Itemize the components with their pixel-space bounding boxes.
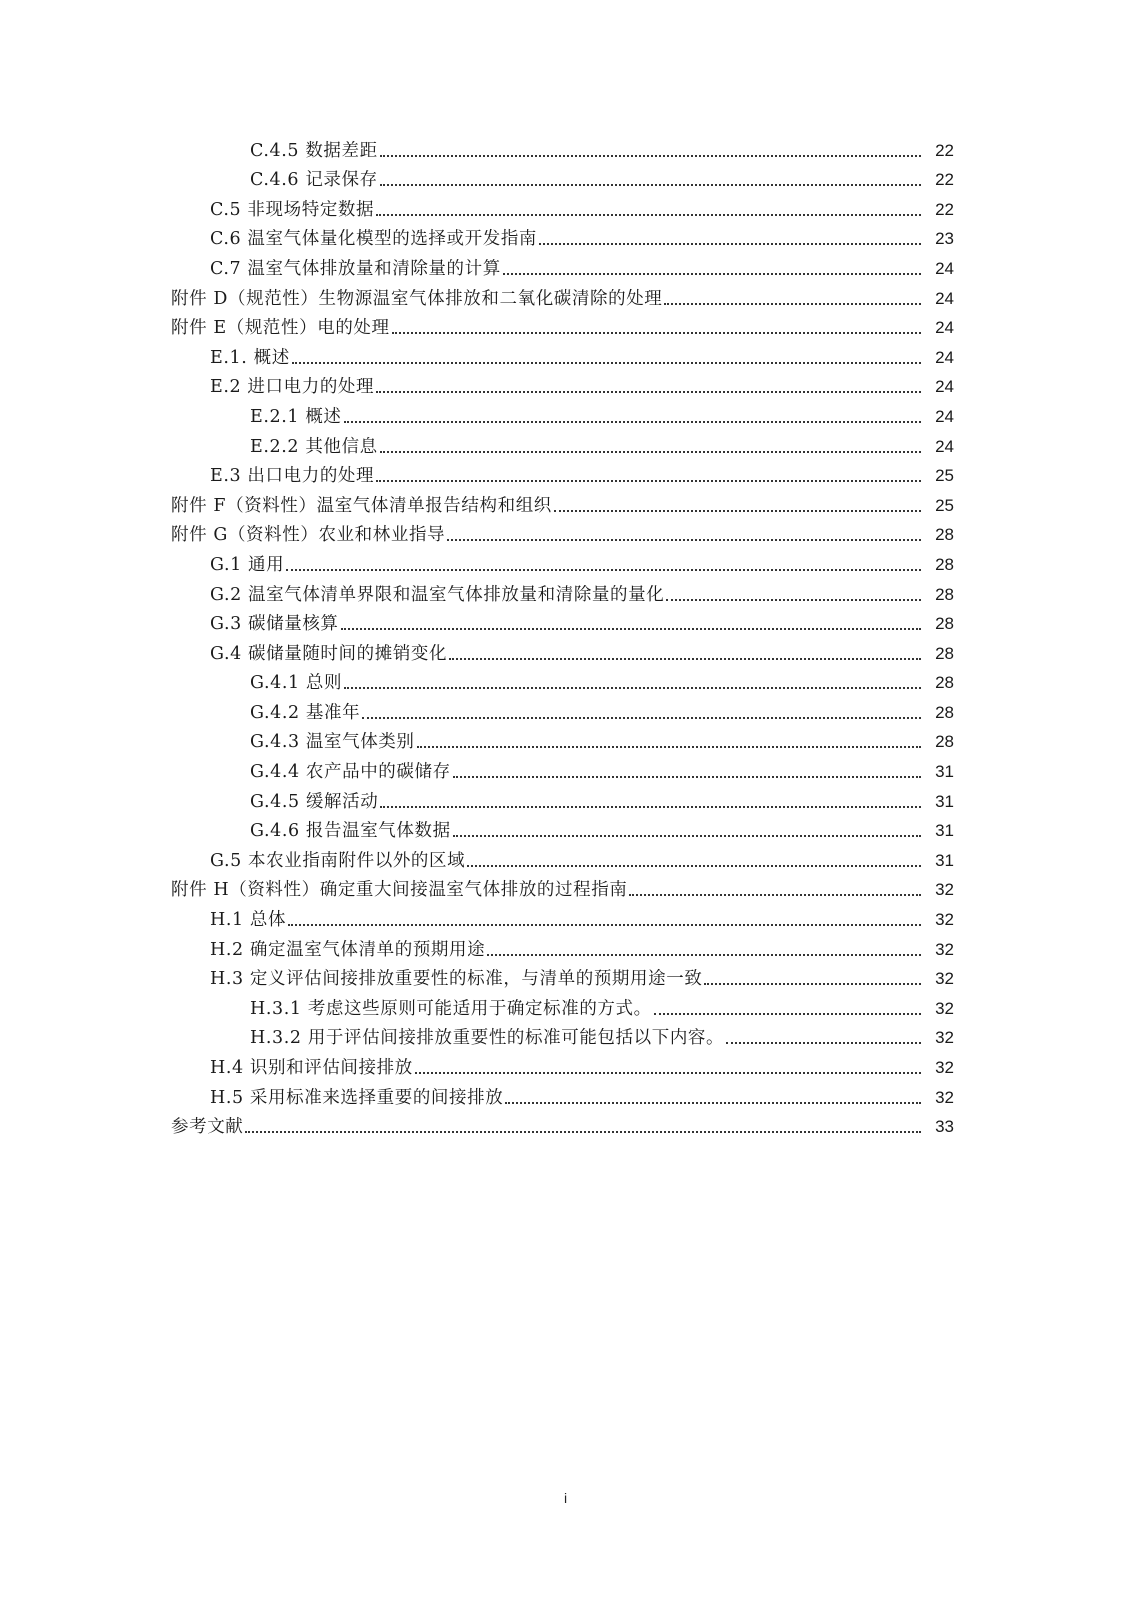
toc-entry[interactable] [0,817,1131,847]
toc-entry-page: 28 [935,554,954,574]
toc-entry-page: 32 [935,969,954,989]
toc-entry-page: 22 [935,199,954,219]
toc-entry-page: 24 [935,406,954,426]
toc-entry-title: G.4.2 基准年 [250,702,361,723]
toc-dot-leader [380,155,921,157]
toc-entry[interactable] [0,935,1131,965]
toc-entry-page: 33 [935,1117,954,1137]
toc-entry-page: 24 [935,318,954,338]
toc-entry-page: 22 [935,140,954,160]
toc-entry-title: H.5 采用标准来选择重要的间接排放 [210,1087,504,1108]
toc-dot-leader [362,717,921,719]
toc-entry-title: G.4.5 缓解活动 [250,791,379,812]
toc-entry-page: 28 [935,643,954,663]
toc-entry-page: 28 [935,584,954,604]
toc-entry-title: E.2.1 概述 [250,406,342,427]
toc-entry-title: 附件 G（资料性）农业和林业指导 [171,525,446,546]
toc-entry-title: G.4 碳储量随时间的摊销变化 [210,643,448,664]
toc-entry-page: 24 [935,377,954,397]
toc-entry-title: G.1 通用 [210,554,285,575]
toc-entry[interactable] [0,1083,1131,1113]
toc-entry-title: G.4.4 农产品中的碳储存 [250,762,451,783]
toc-entry[interactable] [0,757,1131,787]
toc-dot-leader [449,658,921,660]
toc-dot-leader [654,1013,921,1015]
toc-entry-title: E.3 出口电力的处理 [210,466,375,487]
toc-entry-page: 32 [935,1028,954,1048]
toc-entry-page: 31 [935,791,954,811]
toc-entry-title: C.4.5 数据差距 [250,140,378,161]
toc-entry-title: 参考文献 [171,1117,244,1138]
toc-dot-leader [341,628,921,630]
toc-entry[interactable] [0,669,1131,699]
toc-entry-title: E.1. 概述 [210,347,290,368]
toc-dot-leader [417,746,921,748]
toc-dot-leader [505,1102,921,1104]
toc-entry-page: 32 [935,910,954,930]
toc-dot-leader [392,332,921,334]
toc-dot-leader [539,243,921,245]
toc-entry[interactable] [0,432,1131,462]
toc-entry[interactable] [0,462,1131,492]
toc-entry[interactable] [0,402,1131,432]
toc-entry-page: 31 [935,821,954,841]
toc-dot-leader [376,214,921,216]
toc-entry[interactable] [0,580,1131,610]
toc-entry-title: H.3.2 用于评估间接排放重要性的标准可能包括以下内容。 [250,1028,725,1049]
toc-dot-leader [344,421,921,423]
toc-dot-leader [503,273,921,275]
toc-entry-title: C.6 温室气体量化模型的选择或开发指南 [210,229,538,250]
toc-entry[interactable] [0,1024,1131,1054]
toc-entry[interactable] [0,136,1131,166]
toc-entry[interactable] [0,1053,1131,1083]
toc-entry-title: G.5 本农业指南附件以外的区域 [210,850,466,871]
toc-entry-page: 24 [935,288,954,308]
toc-entry-title: G.4.1 总则 [250,673,343,694]
toc-entry[interactable] [0,728,1131,758]
toc-entry[interactable] [0,846,1131,876]
toc-entry[interactable] [0,284,1131,314]
toc-entry-title: H.3 定义评估间接排放重要性的标准，与清单的预期用途一致 [210,969,703,990]
toc-entry-page: 32 [935,998,954,1018]
toc-dot-leader [726,1042,921,1044]
toc-entry[interactable] [0,965,1131,995]
toc-dot-leader [245,1131,921,1133]
toc-entry[interactable] [0,491,1131,521]
toc-entry[interactable] [0,639,1131,669]
toc-entry-title: C.7 温室气体排放量和清除量的计算 [210,258,501,279]
toc-entry-page: 32 [935,1087,954,1107]
toc-entry-title: 附件 F（资料性）温室气体清单报告结构和组织 [171,495,552,516]
toc-entry-page: 31 [935,762,954,782]
toc-entry-page: 28 [935,614,954,634]
toc-entry[interactable] [0,610,1131,640]
toc-entry[interactable] [0,994,1131,1024]
toc-entry[interactable] [0,343,1131,373]
toc-entry-page: 32 [935,1058,954,1077]
toc-entry-page: 24 [935,347,954,367]
toc-dot-leader [629,894,921,896]
toc-entry-page: 25 [935,495,954,515]
toc-dot-leader [288,924,921,926]
toc-dot-leader [467,865,921,867]
toc-dot-leader [554,510,921,512]
toc-entry[interactable] [0,373,1131,403]
toc-entry[interactable] [0,521,1131,551]
toc-entry-page: 25 [935,466,954,486]
toc-entry-page: 23 [935,229,954,249]
toc-entry-title: H.1 总体 [210,910,287,931]
toc-entry-page: 32 [935,880,954,900]
toc-entry-title: 附件 H（资料性）确定重大间接温室气体排放的过程指南 [171,880,628,901]
toc-dot-leader [415,1072,921,1074]
toc-dot-leader [380,184,921,186]
toc-entry-page: 28 [935,525,954,545]
toc-entry-page: 28 [935,732,954,752]
page-number: i [563,1490,568,1506]
toc-entry[interactable] [0,550,1131,580]
toc-entry[interactable] [0,254,1131,284]
toc-dot-leader [286,569,921,571]
toc-entry-title: 附件 D（规范性）生物源温室气体排放和二氧化碳清除的处理 [171,288,663,309]
toc-entry-title: G.4.6 报告温室气体数据 [250,821,451,842]
toc-dot-leader [380,451,921,453]
toc-entry[interactable] [0,314,1131,344]
toc-entry-title: E.2 进口电力的处理 [210,377,375,398]
toc-entry[interactable] [0,905,1131,935]
toc-entry[interactable] [0,876,1131,906]
table-of-contents [0,136,1131,1142]
toc-dot-leader [344,687,921,689]
toc-entry-title: H.3.1 考虑这些原则可能适用于确定标准的方式。 [250,998,652,1019]
toc-entry-title: C.4.6 记录保存 [250,170,378,191]
toc-dot-leader [666,599,921,601]
toc-entry-page: 24 [935,258,954,278]
toc-dot-leader [292,362,921,364]
toc-entry-title: H.2 确定温室气体清单的预期用途 [210,939,486,960]
toc-entry[interactable] [0,787,1131,817]
toc-dot-leader [380,806,921,808]
toc-entry-title: E.2.2 其他信息 [250,436,378,457]
toc-entry-title: G.2 温室气体清单界限和温室气体排放量和清除量的量化 [210,584,665,605]
toc-dot-leader [376,391,921,393]
toc-entry-page: 24 [935,436,954,456]
toc-entry-title: G.3 碳储量核算 [210,614,339,635]
toc-entry[interactable] [0,1113,1131,1143]
toc-entry-page: 28 [935,702,954,722]
toc-entry-title: G.4.3 温室气体类别 [250,732,415,753]
toc-entry-page: 28 [935,673,954,693]
toc-dot-leader [487,954,921,956]
toc-entry-page: 22 [935,170,954,190]
toc-dot-leader [453,776,921,778]
toc-entry[interactable] [0,225,1131,255]
toc-entry-page: 31 [935,850,954,870]
toc-entry-title: H.4 识别和评估间接排放 [210,1058,413,1078]
toc-entry-title: C.5 非现场特定数据 [210,199,375,220]
toc-dot-leader [664,303,921,305]
toc-dot-leader [704,983,921,985]
toc-entry[interactable] [0,698,1131,728]
toc-dot-leader [376,480,921,482]
toc-dot-leader [447,539,921,541]
toc-entry-page: 32 [935,939,954,959]
toc-entry-title: 附件 E（规范性）电的处理 [171,318,390,339]
toc-dot-leader [453,835,921,837]
toc-entry[interactable] [0,195,1131,225]
toc-entry[interactable] [0,166,1131,196]
